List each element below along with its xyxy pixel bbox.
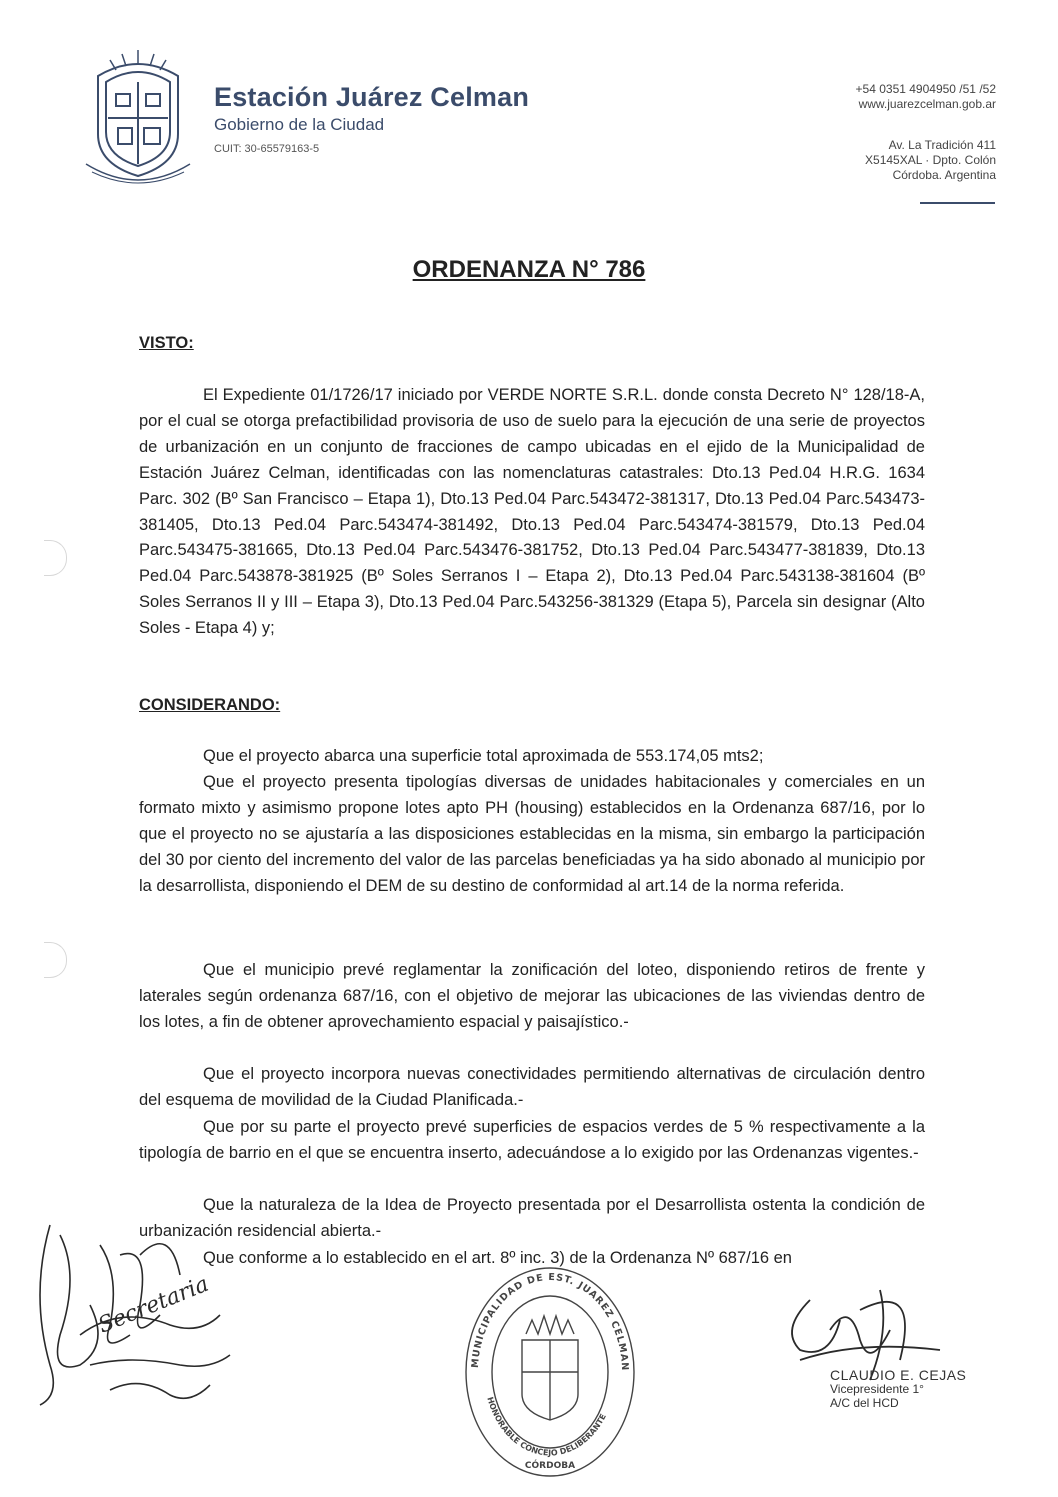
address-line-2: X5145XAL · Dpto. Colón: [865, 153, 996, 167]
header-rule: [920, 202, 995, 204]
considerando-heading: CONSIDERANDO:: [139, 696, 281, 714]
considerando-paragraph: Que el proyecto abarca una superficie total aproximada de 553.174,05 mts2;: [203, 747, 764, 765]
visto-heading: VISTO:: [139, 334, 194, 352]
considerando-paragraph: Que conforme a lo establecido en el art. 8º inc. 3) de la Ordenanza Nº 687/16 en: [203, 1249, 792, 1267]
stamp-ring-top: MUNICIPALIDAD DE EST. JUAREZ CELMAN: [469, 1271, 631, 1372]
stamp-ring-base: CÓRDOBA: [524, 1461, 576, 1471]
document-title: ORDENANZA N° 786: [412, 256, 646, 283]
considerando-paragraph: Que por su parte el proyecto prevé superficies de espacios verdes de 5 % respectivamente a la tipología de barrio en el que se encuentra inserto, adecuándose a lo exigido por las Ordenanzas vigentes.-: [139, 1118, 925, 1162]
website: www.juarezcelman.gob.ar: [858, 97, 996, 111]
signatory-org: A/C del HCD: [830, 1396, 899, 1410]
considerando-paragraph: Que el proyecto presenta tipologías diversas de unidades habitacionales y comerciales en un formato mixto y asimismo propone lotes apto PH (housing) establecidos en la Ordenanza 687/16, por lo que el proyecto no se ajustaría a las disposiciones establecidas en la misma, sin embargo la participación del 30 por ciento del incremento del valor de las parcelas beneficiadas ya ha sido abonado al municipio por la desarrollista, disponiendo el DEM de su destino de conformidad al art.14 de la norma referida.: [139, 773, 925, 895]
phone: +54 0351 4904950 /51 /52: [855, 82, 996, 96]
municipal-crest-icon: [78, 46, 198, 186]
handwritten-signature-left: [20, 1215, 250, 1415]
address-block: [865, 138, 996, 183]
contact-block: [856, 82, 996, 112]
address-line-1: Av. La Tradición 411: [888, 138, 996, 152]
org-cuit: CUIT: 30-65579163-5: [214, 143, 320, 155]
handwritten-signature-left-text: Secretaria: [94, 1271, 213, 1339]
signatory-name: CLAUDIO E. CEJAS: [830, 1367, 967, 1383]
signatory-role: Vicepresidente 1°: [830, 1382, 924, 1396]
org-subtitle: Gobierno de la Ciudad: [214, 115, 385, 134]
visto-paragraph: El Expediente 01/1726/17 iniciado por VERDE NORTE S.R.L. donde consta Decreto N° 128/18-A, por el cual se otorga prefactibilidad provisoria de uso de suelo para la ejecución de una serie de proyectos de urbanización en un conjunto de fracciones de campo ubicadas en el ejido de la Municipalidad de Estación Juárez Celman, identificadas con las nomenclaturas catastrales: Dto.13 Ped.04 H.R.G. 1634 Parc. 302 (Bº San Francisco – Etapa 1), Dto.13 Ped.04 Parc.543472-381317, Dto.13 Ped.04 Parc.543473-381405, Dto.13 Ped.04 Parc.543474-381492, Dto.13 Ped.04 Parc.543474-381579, Dto.13 Ped.04 Parc.543475-381665, Dto.13 Ped.04 Parc.543476-381752, Dto.13 Ped.04 Parc.543477-381839, Dto.13 Ped.04 Parc.543878-381925 (Bº Soles Serranos I – Etapa 2), Dto.13 Ped.04 Parc.543138-381604 (Bº Soles Serranos II y III – Etapa 3), Dto.13 Ped.04 Parc.543256-381329 (Etapa 5), Parcela sin designar (Alto Soles - Etapa 4) y;: [139, 386, 925, 638]
address-line-3: Córdoba. Argentina: [892, 168, 996, 182]
signatory-block: [830, 1368, 966, 1410]
org-block: [214, 82, 529, 156]
stamp-ring-bottom: HONORABLE CONCEJO DELIBERANTE: [485, 1395, 608, 1458]
considerando-paragraph: Que el proyecto incorpora nuevas conectividades permitiendo alternativas de circulación dentro del esquema de movilidad de la Ciudad Planificada.-: [139, 1065, 925, 1109]
considerando-paragraph: Que la naturaleza de la Idea de Proyecto presentada por el Desarrollista ostenta la condición de urbanización residencial abierta.-: [139, 1196, 925, 1240]
punch-hole: [44, 942, 67, 978]
punch-hole: [44, 540, 67, 576]
considerando-paragraph: Que el municipio prevé reglamentar la zonificación del loteo, disponiendo retiros de frente y laterales según ordenanza 687/16, con el objetivo de mejorar las ubicaciones de las viviendas dentro de los lotes, a fin de obtener aprovechamiento espacial y paisajístico.-: [139, 961, 925, 1031]
org-name: Estación Juárez Celman: [214, 82, 530, 112]
municipal-stamp-icon: [460, 1262, 640, 1482]
